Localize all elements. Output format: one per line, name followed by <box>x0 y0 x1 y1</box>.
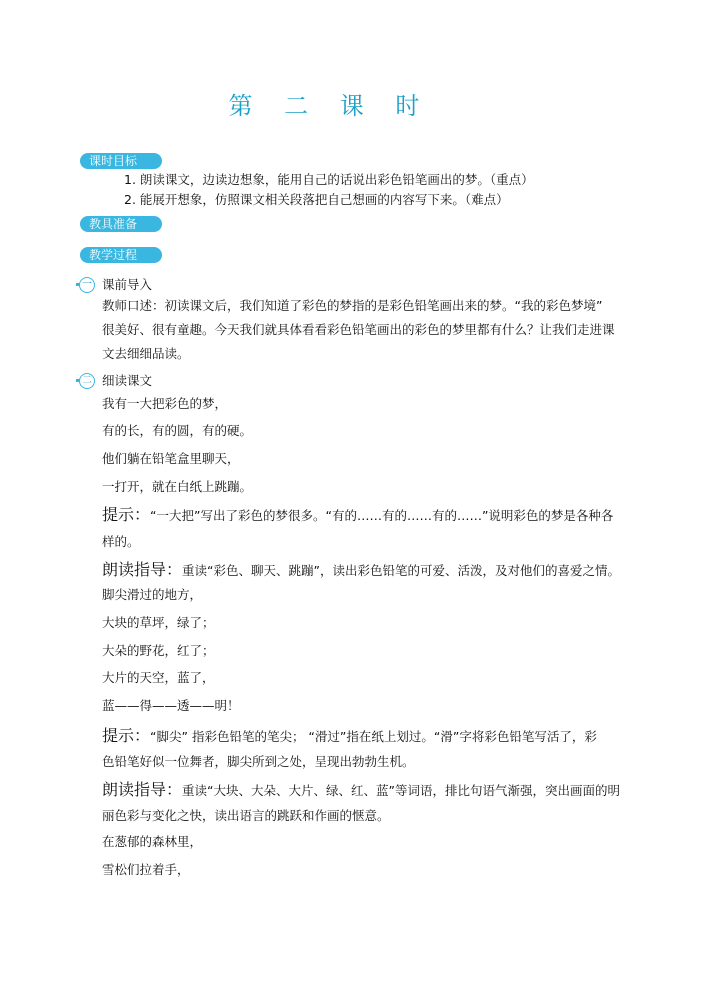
hint-text: “脚尖” 指彩色铅笔的笔尖； “滑过”指在纸上划过。“滑”字将彩色铅笔写活了，彩 <box>150 729 597 744</box>
hint-line <box>102 507 613 524</box>
section-title-intro: 课前导入 <box>102 277 153 292</box>
section-title-reading: 细读课文 <box>102 373 153 388</box>
guide-label: 朗读指导： <box>102 560 183 579</box>
guide-line: 丽色彩与变化之快，读出语言的跳跃和作画的惬意。 <box>102 808 390 823</box>
guide-text: 重读“大块、大朵、大片、绿、红、蓝”等词语，排比句语气渐强，突出画面的明 <box>182 783 620 798</box>
hint-label: 提示： <box>102 726 151 745</box>
guide-label: 朗读指导： <box>102 780 183 799</box>
poem-line: 有的长，有的圆，有的硬。 <box>102 423 253 438</box>
hint-label: 提示： <box>102 505 151 524</box>
poem-line: 雪松们拉着手， <box>102 862 190 877</box>
hint-line: 样的。 <box>102 534 140 549</box>
page-title: 第 二 课 时 <box>228 92 432 120</box>
poem-line: 蓝——得——透——明！ <box>102 698 240 713</box>
section-number-one: 一 <box>79 277 95 293</box>
hint-line <box>102 728 597 745</box>
poem-line: 他们躺在铅笔盒里聊天， <box>102 451 240 466</box>
intro-line: 很美好、很有童趣。今天我们就具体看看彩色铅笔画出的彩色的梦里都有什么？让我们走进课 <box>102 322 615 337</box>
tag-prep: 教具准备 <box>80 216 162 232</box>
goal-item: 1. 朗读课文，边读边想象，能用自己的话说出彩色铅笔画出的梦。（重点） <box>124 172 534 187</box>
goal-item: 2. 能展开想象，仿照课文相关段落把自己想画的内容写下来。（难点） <box>124 192 509 207</box>
poem-line: 大片的天空，蓝了， <box>102 670 215 685</box>
guide-line <box>102 562 620 579</box>
poem-line: 在葱郁的森林里， <box>102 834 203 849</box>
poem-line: 大块的草坪，绿了； <box>102 615 215 630</box>
tag-goals: 课时目标 <box>80 153 162 169</box>
poem-line: 我有一大把彩色的梦， <box>102 396 228 411</box>
guide-line <box>102 782 620 799</box>
intro-line: 文去细细品读。 <box>102 346 190 361</box>
poem-line: 脚尖滑过的地方， <box>102 587 203 602</box>
intro-line: 教师口述：初读课文后，我们知道了彩色的梦指的是彩色铅笔画出来的梦。“我的彩色梦境” <box>102 298 603 313</box>
guide-text: 重读“彩色、聊天、跳蹦”，读出彩色铅笔的可爱、活泼，及对他们的喜爱之情。 <box>182 563 620 578</box>
section-number-two: 二 <box>79 373 95 389</box>
poem-line: 大朵的野花，红了； <box>102 643 215 658</box>
hint-line: 色铅笔好似一位舞者，脚尖所到之处，呈现出勃勃生机。 <box>102 754 415 769</box>
hint-text: “一大把”写出了彩色的梦很多。“有的……有的……有的……”说明彩色的梦是各种各 <box>150 508 614 523</box>
tag-process: 教学过程 <box>80 247 162 263</box>
poem-line: 一打开，就在白纸上跳蹦。 <box>102 479 253 494</box>
